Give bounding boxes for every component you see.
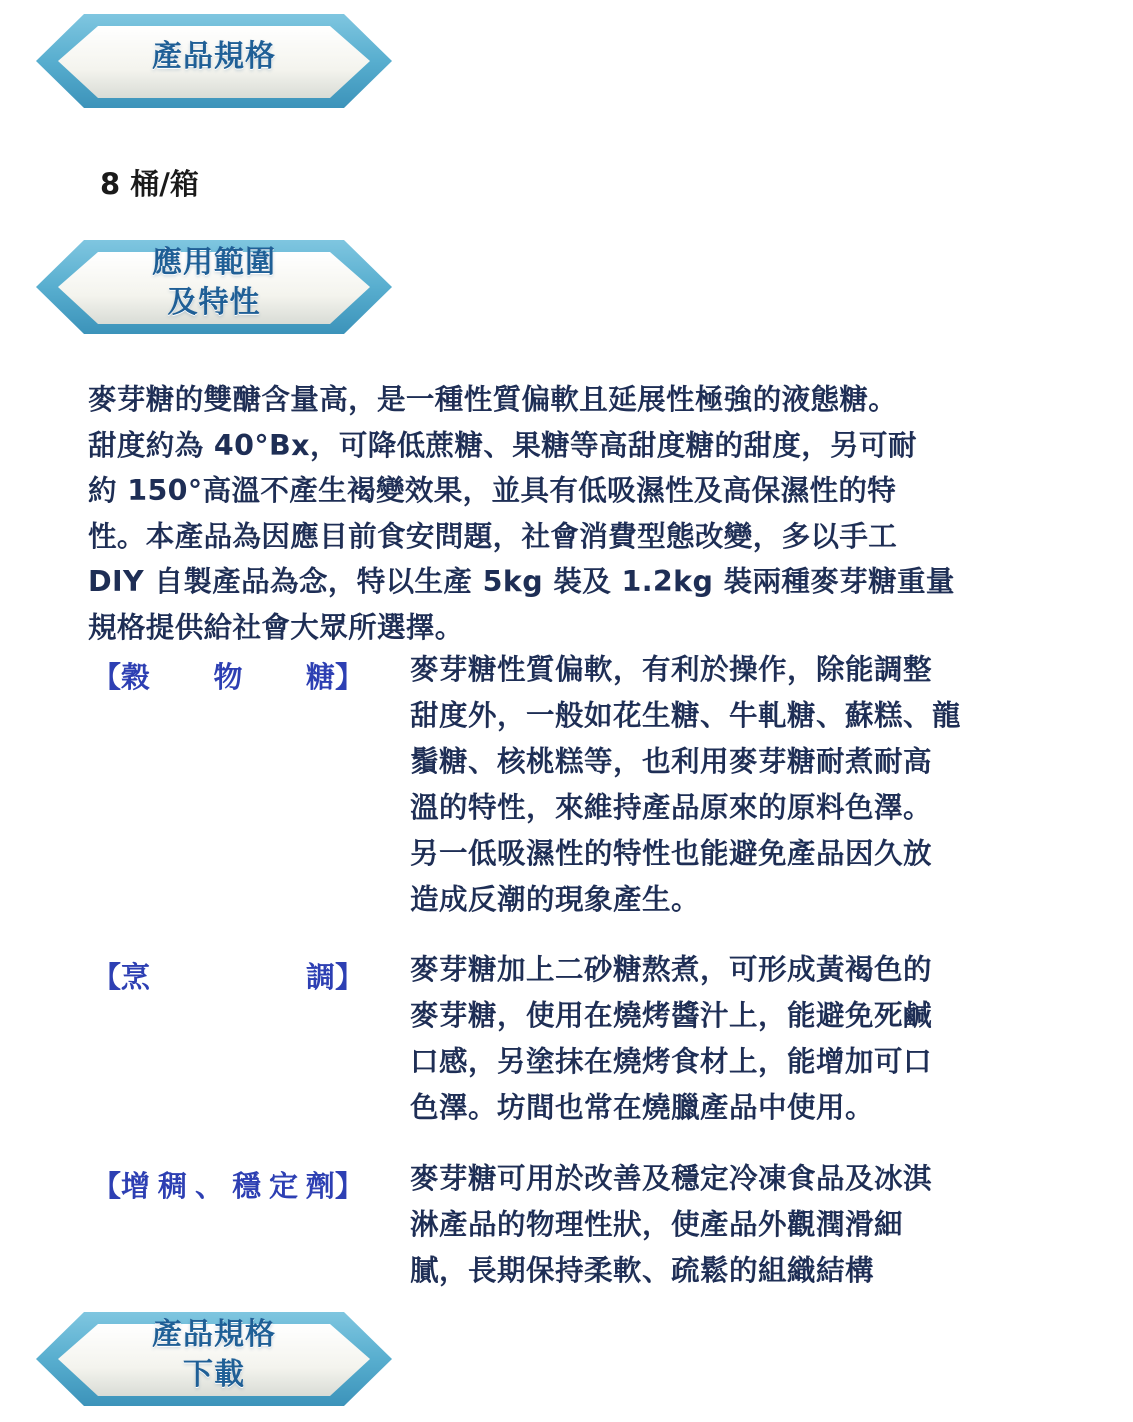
application-desc-grain-candy: 麥芽糖性質偏軟，有利於操作，除能調整 甜度外，一般如花生糖、牛軋糖、蘇糕、龍 鬚糖、核桃糕等，也利用麥芽糖耐煮耐高 溫的特性，來維持產品原來的原料色澤。 另一低吸濕性的特性也能避免產品因久放 造成反潮的現象產生。 [410,653,962,916]
intro-line: 麥芽糖的雙醣含量高，是一種性質偏軟且延展性極強的液態糖。 [88,383,898,416]
intro-line: 約 150°高溫不產生褐變效果，並具有低吸濕性及高保濕性的特 [88,474,897,508]
application-desc-thickener: 麥芽糖可用於改善及穩定冷凍食品及冰淇 淋產品的物理性狀，使產品外觀潤滑細 膩，長期保持柔軟、疏鬆的組織結構 [410,1162,933,1287]
intro-line: 規格提供給社會大眾所選擇。 [88,610,464,644]
intro-line: 性。本產品為因應目前食安問題，社會消費型態改變，多以手工 [88,519,898,553]
intro-line: DIY 自製產品為念，特以生產 5kg 裝及 1.2kg 裝兩種麥芽糖重量 [88,565,955,599]
section-title-download: 產品規格 下載 [152,1317,276,1392]
application-label-grain-candy: 【穀 物 糖】 [92,660,364,694]
section-title-application: 應用範圍 及特性 [152,245,276,320]
application-label-thickener: 【增 稠 、 穩 定 劑】 [92,1169,364,1203]
section-title-spec: 產品規格 [152,39,276,74]
spec-value: 8 桶/箱 [100,167,199,201]
section-badge-application [36,234,392,340]
download-spec-button[interactable] [36,1306,392,1412]
intro-paragraph [88,377,1048,651]
application-label-cooking: 【烹 調】 [92,960,364,994]
intro-line: 甜度約為 40°Bx，可降低蔗糖、果糖等高甜度糖的甜度，另可耐 [88,428,917,462]
application-desc-cooking: 麥芽糖加上二砂糖熬煮，可形成黃褐色的 麥芽糖，使用在燒烤醬汁上，能避免死鹹 口感，另塗抹在燒烤食材上，能增加可口 色澤。坊間也常在燒臘產品中使用。 [410,953,933,1124]
section-badge-spec [36,8,392,114]
